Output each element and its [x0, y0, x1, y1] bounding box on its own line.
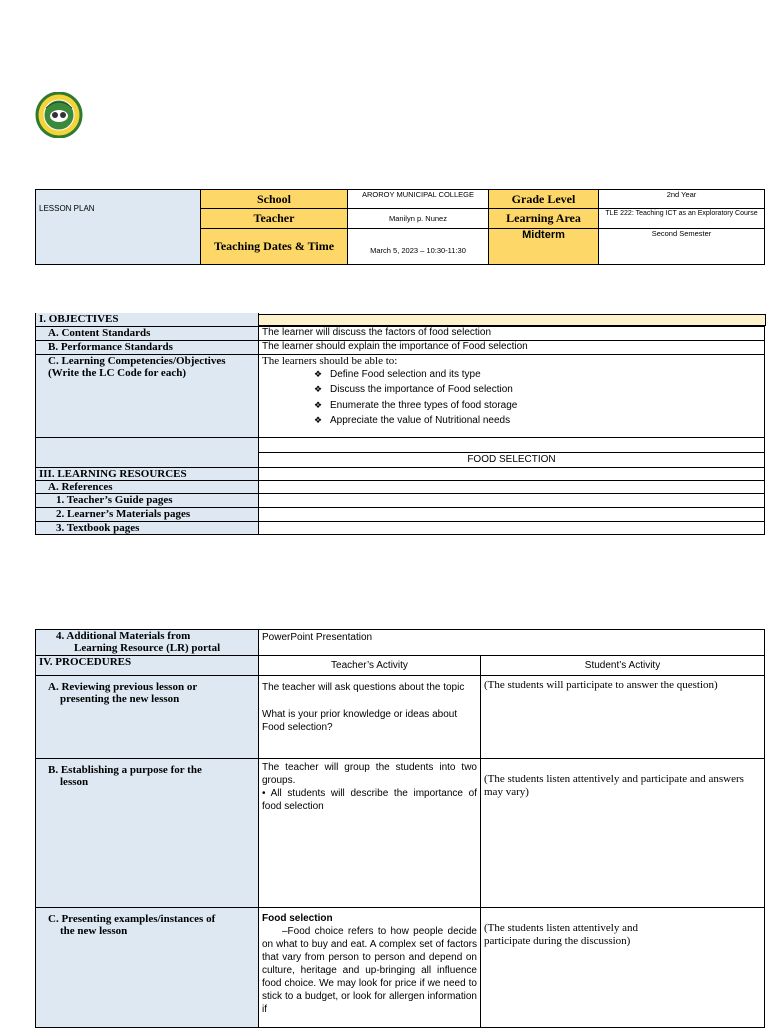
additional-materials-label: 4. Additional Materials from Learning Resource (LR) portal — [36, 630, 259, 656]
learning-area-label: Learning Area — [489, 209, 599, 229]
competencies-label — [36, 354, 259, 437]
procedures-heading: IV. PROCEDURES — [36, 656, 259, 676]
teachers-guide-label: 1. Teacher’s Guide pages — [36, 493, 259, 507]
competencies-label-line1: C. Learning Competencies/Objectives — [48, 354, 226, 367]
term-label: Midterm — [489, 229, 599, 265]
objective-bullet: ❖ Appreciate the value of Nutritional needs — [314, 415, 511, 426]
term-value: Second Semester — [599, 229, 765, 265]
learners-materials-label: 2. Learner’s Materials pages — [36, 507, 259, 521]
competencies-label-line2: (Write the LC Code for each) — [48, 366, 186, 379]
performance-standards-value: The learner should explain the importance of Food selection — [259, 340, 765, 354]
lesson-content-title: FOOD SELECTION — [467, 453, 556, 465]
learning-area-value: TLE 222: Teaching ICT as an Exploratory Course — [599, 209, 765, 229]
grade-level-label: Grade Level — [489, 190, 599, 209]
competencies-intro: The learners should be able to: — [262, 354, 398, 367]
procedure-c-student: (The students listen attentively and participate during the discussion) — [481, 908, 765, 1028]
references-label: A. References — [36, 480, 259, 493]
objectives-table — [35, 313, 765, 535]
performance-standards-label: B. Performance Standards — [36, 340, 259, 354]
lesson-plan-title: LESSON PLAN — [36, 190, 201, 265]
additional-materials-value: PowerPoint Presentation — [259, 630, 765, 656]
procedure-c-label: C. Presenting examples/instances of the new lesson — [36, 908, 259, 1028]
student-activity-header: Student’s Activity — [481, 656, 765, 676]
teacher-label: Teacher — [201, 209, 348, 229]
procedures-table — [35, 629, 765, 1028]
procedure-b-student: (The students listen attentively and participate and answers may vary) — [481, 759, 765, 908]
procedure-c-teacher: Food selection –Food choice refers to how people decide on what to buy and eat. A complex set of factors that vary from person to person and depend on culture, heritage and up-bringing all influence food choice. We may look for price if we need to stick to a budget, or look for allergen information if — [259, 908, 481, 1028]
procedure-a-student: (The students will participate to answer the question) — [481, 676, 765, 759]
competencies-value — [259, 354, 765, 437]
school-label: School — [201, 190, 348, 209]
teaching-dates-label: Teaching Dates & Time — [201, 229, 348, 265]
objective-bullet: ❖ Define Food selection and its type — [314, 368, 481, 380]
lesson-plan-header-table — [35, 189, 765, 265]
objective-bullet: ❖ Discuss the importance of Food selection — [314, 384, 513, 395]
procedure-b-teacher: The teacher will group the students into two groups. • All students will describe the importance of food selection — [259, 759, 481, 908]
teacher-value: Manilyn p. Nunez — [348, 209, 489, 229]
objectives-heading: I. OBJECTIVES — [36, 313, 259, 326]
content-standards-value: The learner will discuss the factors of food selection — [259, 326, 765, 340]
teacher-activity-header: Teacher’s Activity — [259, 656, 481, 676]
procedure-a-teacher: The teacher will ask questions about the topic What is your prior knowledge or ideas about Food selection? — [259, 676, 481, 759]
learning-resources-heading: III. LEARNING RESOURCES — [36, 467, 259, 480]
content-standards-label: A. Content Standards — [36, 326, 259, 340]
objective-bullet: ❖ Enumerate the three types of food storage — [314, 399, 518, 411]
grade-level-value: 2nd Year — [599, 190, 765, 209]
textbook-label: 3. Textbook pages — [36, 521, 259, 534]
procedure-a-label: A. Reviewing previous lesson or presenting the new lesson — [36, 676, 259, 759]
procedure-b-label: B. Establishing a purpose for the lesson — [36, 759, 259, 908]
teaching-dates-value: March 5, 2023 – 10:30-11:30 — [348, 229, 489, 265]
school-value: AROROY MUNICIPAL COLLEGE — [348, 190, 489, 209]
college-seal-logo — [34, 92, 84, 138]
